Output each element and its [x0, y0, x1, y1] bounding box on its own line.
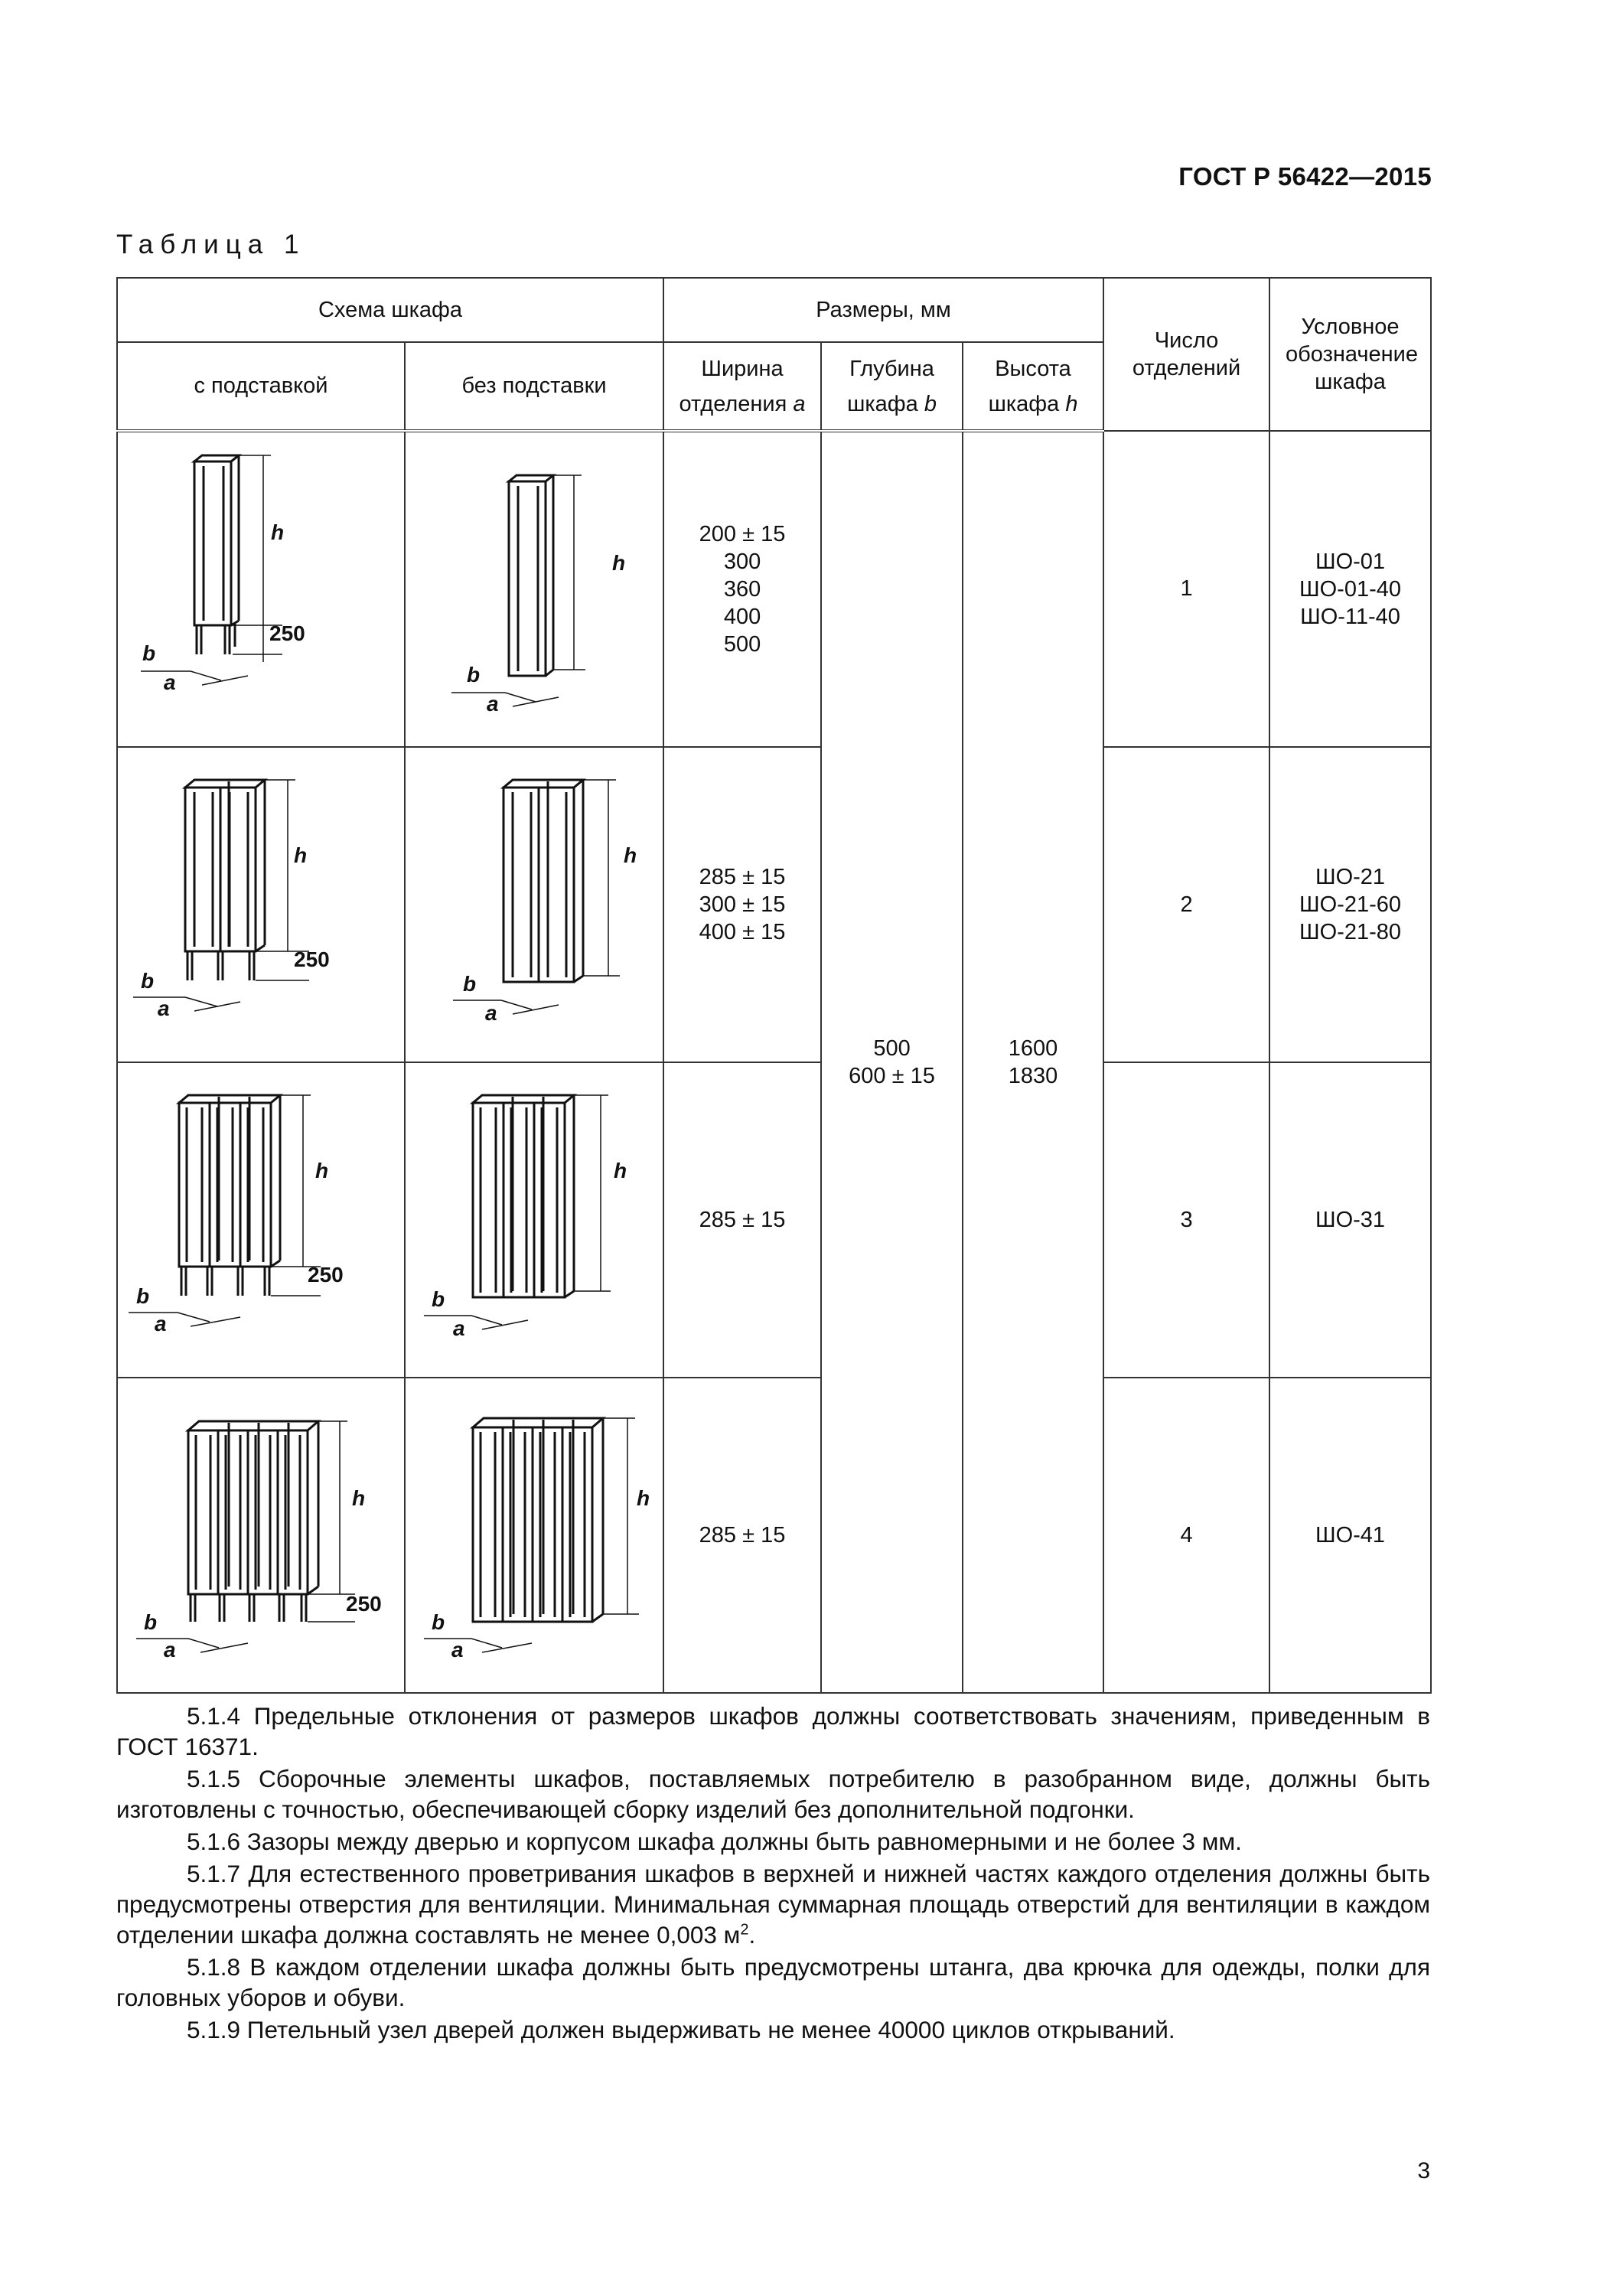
diagram-without-stand-2	[405, 747, 663, 1062]
diagram-label-b: b	[463, 972, 477, 996]
diagram-label-a: a	[485, 1001, 497, 1025]
widths-row-1	[663, 431, 821, 747]
widths-row-4	[663, 1378, 821, 1693]
designation: ШО-01	[1315, 549, 1386, 574]
paragraph-5-1-8: 5.1.8 В каждом отделении шкафа должны быть предусмотрены штанга, два крючка для одежды, полки для головных уборов и обуви.	[116, 1953, 1430, 2011]
widths-row-2	[663, 747, 821, 1062]
paragraph-5-1-7-end: .	[748, 1921, 756, 1949]
diagram-label-a: a	[164, 670, 176, 694]
width-value: 360	[723, 577, 761, 602]
diagram-label-a: a	[453, 1316, 465, 1340]
diagram-label-leg: 250	[269, 621, 305, 645]
header-sections: Число отделений	[1103, 278, 1269, 431]
depth-values	[821, 431, 963, 1693]
designation: ШО-21	[1315, 865, 1386, 889]
diagram-label-a: a	[164, 1638, 176, 1662]
diagram-label-h: h	[614, 1159, 627, 1182]
paragraph-5-1-6: 5.1.6 Зазоры между дверью и корпусом шкафа должны быть равномерными и не более 3 мм.	[187, 1828, 1242, 1855]
paragraph-5-1-5: 5.1.5 Сборочные элементы шкафов, поставляемых потребителю в разобранном виде, должны быть изготовлены с точностью, обеспечивающей сборку изделий без дополнительной подгонки.	[116, 1765, 1430, 1823]
diagram-label-b: b	[467, 663, 481, 687]
sections-row-4: 4	[1103, 1378, 1269, 1693]
page-number: 3	[1417, 2158, 1430, 2183]
paragraph-5-1-7-text: 5.1.7 Для естественного проветривания шкафов в верхней и нижней частях каждого отделения должны быть предусмотрены отверстия для вентиляции. Минимальная суммарная площадь отверстий для вентиляции в каждом отделении шкафа должна составлять не менее 0,003 м	[116, 1860, 1430, 1949]
diagram-label-leg: 250	[308, 1263, 344, 1287]
wardrobe-diagram	[118, 748, 406, 1062]
designation: ШО-11-40	[1300, 604, 1400, 629]
header-depth-line2: шкафа	[847, 391, 924, 416]
designation: ШО-31	[1315, 1208, 1386, 1232]
height-values	[963, 431, 1103, 1693]
width-value: 400	[723, 605, 761, 629]
diagram-label-b: b	[432, 1610, 445, 1634]
header-height-var: h	[1065, 391, 1078, 416]
width-value: 200 ± 15	[699, 522, 786, 546]
header-designation: Условное обозначение шкафа	[1269, 278, 1431, 431]
header-scheme: Схема шкафа	[117, 278, 663, 342]
paragraph-5-1-7	[116, 1858, 1430, 1950]
diagram-label-a: a	[487, 692, 499, 716]
diagram-label-b: b	[141, 969, 155, 993]
body-text	[116, 1701, 1430, 2047]
header-sizes: Размеры, мм	[663, 278, 1103, 342]
header-height-line1: Высота	[995, 356, 1071, 381]
diagram-label-h: h	[352, 1486, 366, 1510]
table-row	[117, 1378, 1431, 1693]
table-row	[117, 431, 1431, 747]
width-value: 285 ± 15	[699, 865, 786, 889]
diagram-label-a: a	[451, 1638, 464, 1662]
wardrobe-diagram	[118, 1378, 406, 1692]
diagram-label-h: h	[271, 520, 285, 544]
diagram-label-b: b	[142, 641, 156, 665]
diagram-without-stand-3	[405, 1062, 663, 1378]
wardrobe-diagram	[406, 1378, 664, 1692]
header-with-stand: с подставкой	[117, 342, 405, 431]
paragraph-5-1-7-sup: 2	[740, 1921, 749, 1939]
diagram-with-stand-3	[117, 1062, 405, 1378]
depth-value: 600 ± 15	[849, 1064, 935, 1088]
diagram-with-stand-1	[117, 431, 405, 747]
diagram-label-h: h	[624, 843, 637, 867]
diagram-label-h: h	[315, 1159, 329, 1182]
sections-row-2: 2	[1103, 747, 1269, 1062]
designation: ШО-21-60	[1299, 892, 1402, 917]
table-row	[117, 747, 1431, 1062]
diagram-label-leg: 250	[294, 947, 330, 971]
designations-row-1	[1269, 431, 1431, 747]
sections-row-1: 1	[1103, 431, 1269, 747]
diagram-label-h: h	[612, 551, 626, 575]
diagram-label-h: h	[637, 1486, 650, 1510]
width-value: 500	[723, 632, 761, 657]
diagram-without-stand-1	[405, 431, 663, 747]
designations-row-3	[1269, 1062, 1431, 1378]
header-width-line1: Ширина	[701, 356, 784, 381]
sections-row-3: 3	[1103, 1062, 1269, 1378]
document-standard-number: ГОСТ Р 56422—2015	[1178, 162, 1432, 191]
designations-row-4	[1269, 1378, 1431, 1693]
diagram-with-stand-4	[117, 1378, 405, 1693]
width-value: 285 ± 15	[699, 1523, 786, 1548]
height-value: 1830	[1008, 1064, 1058, 1088]
header-width	[663, 342, 821, 431]
header-depth-var: b	[924, 391, 937, 416]
header-depth-line1: Глубина	[849, 356, 934, 381]
depth-value: 500	[873, 1036, 911, 1061]
header-width-line2: отделения	[679, 391, 794, 416]
wardrobe-diagram	[406, 748, 664, 1062]
designation: ШО-01-40	[1299, 576, 1402, 602]
designations-row-2	[1269, 747, 1431, 1062]
table-row	[117, 1062, 1431, 1378]
width-value: 300	[723, 550, 761, 574]
diagram-label-b: b	[144, 1610, 158, 1634]
wardrobe-diagram	[118, 1063, 406, 1377]
paragraph-5-1-9: 5.1.9 Петельный узел дверей должен выдерживать не менее 40000 циклов открываний.	[187, 2016, 1175, 2043]
table-caption: Таблица 1	[116, 230, 306, 259]
diagram-label-a: a	[155, 1312, 167, 1336]
wardrobe-diagram	[406, 1063, 664, 1377]
diagram-with-stand-2	[117, 747, 405, 1062]
designation: ШО-21-80	[1299, 920, 1402, 944]
diagram-label-b: b	[136, 1284, 150, 1308]
header-height-line2: шкафа	[988, 391, 1066, 416]
height-value: 1600	[1008, 1036, 1058, 1061]
wardrobe-diagram	[118, 432, 406, 746]
width-value: 400 ± 15	[699, 920, 786, 944]
header-width-var: a	[793, 391, 806, 416]
wardrobe-table	[116, 277, 1432, 1694]
designation: ШО-41	[1315, 1523, 1386, 1548]
diagram-label-leg: 250	[346, 1592, 382, 1616]
width-value: 300 ± 15	[699, 892, 786, 917]
header-without-stand: без подставки	[405, 342, 663, 431]
header-depth	[821, 342, 963, 431]
paragraph-5-1-4: 5.1.4 Предельные отклонения от размеров шкафов должны соответствовать значениям, приведенным в ГОСТ 16371.	[116, 1702, 1430, 1760]
wardrobe-diagram	[406, 432, 664, 746]
diagram-label-h: h	[294, 843, 308, 867]
diagram-without-stand-4	[405, 1378, 663, 1693]
width-value: 285 ± 15	[699, 1208, 786, 1232]
diagram-label-b: b	[432, 1287, 445, 1311]
header-height	[963, 342, 1103, 431]
diagram-label-a: a	[158, 996, 170, 1020]
widths-row-3	[663, 1062, 821, 1378]
